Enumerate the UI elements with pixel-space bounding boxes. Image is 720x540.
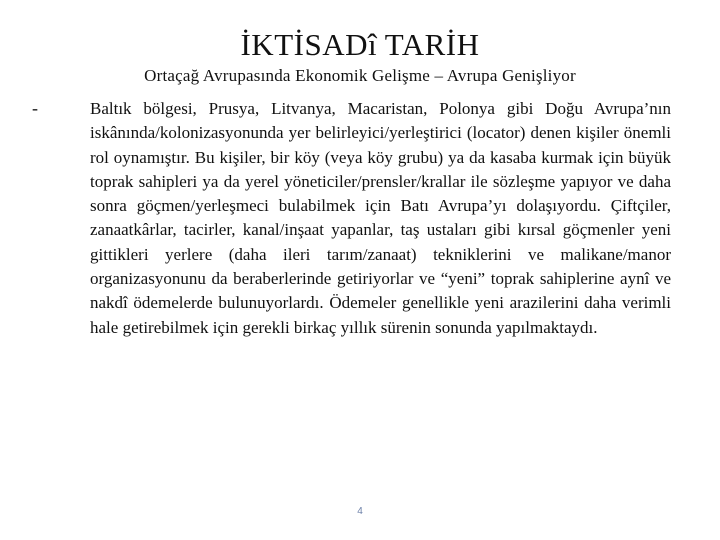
slide-subtitle: Ortaçağ Avrupasında Ekonomik Gelişme – Avrupa Genişliyor: [144, 66, 576, 85]
bullet-paragraph: Baltık bölgesi, Prusya, Litvanya, Macaristan, Polonya gibi Doğu Avrupa’nın iskânında/kolonizasyonunda yer belirleyici/yerleştirici (locator) denen kişiler önemli rol oynamıştır. Bu kişiler, bir köy (veya köy grubu) ya da kasaba kurmak için büyük toprak sahipleri ya da yerel yöneticiler/prensler/krallar ile sözleşme yapıyor ve daha sonra göçmen/yerleşmeci bulabilmek için Batı Avrupa’yı dolaşıyordu. Çiftçiler, zanaatkârlar, tacirler, kanal/inşaat yapanlar, taş ustaları gibi kırsal göçmenler yeni gittikleri yerlere (daha ileri tarım/zanaat) tekniklerini ve malikane/manor organizasyonunu da beraberlerinde getiriyorlar ve “yeni” toprak sahiplerine aynî ve nakdî ödemelerde bulunuyorlardı. Ödemeler genellikle yeni arazilerini daha verimli hale getirebilmek için gerekli birkaç yıllık sürenin sonunda yapılmaktaydı.: [90, 99, 671, 337]
bullet-marker: -: [32, 98, 38, 118]
slide-number: 4: [357, 506, 363, 517]
slide-title: İKTİSADî TARİH: [240, 27, 480, 62]
